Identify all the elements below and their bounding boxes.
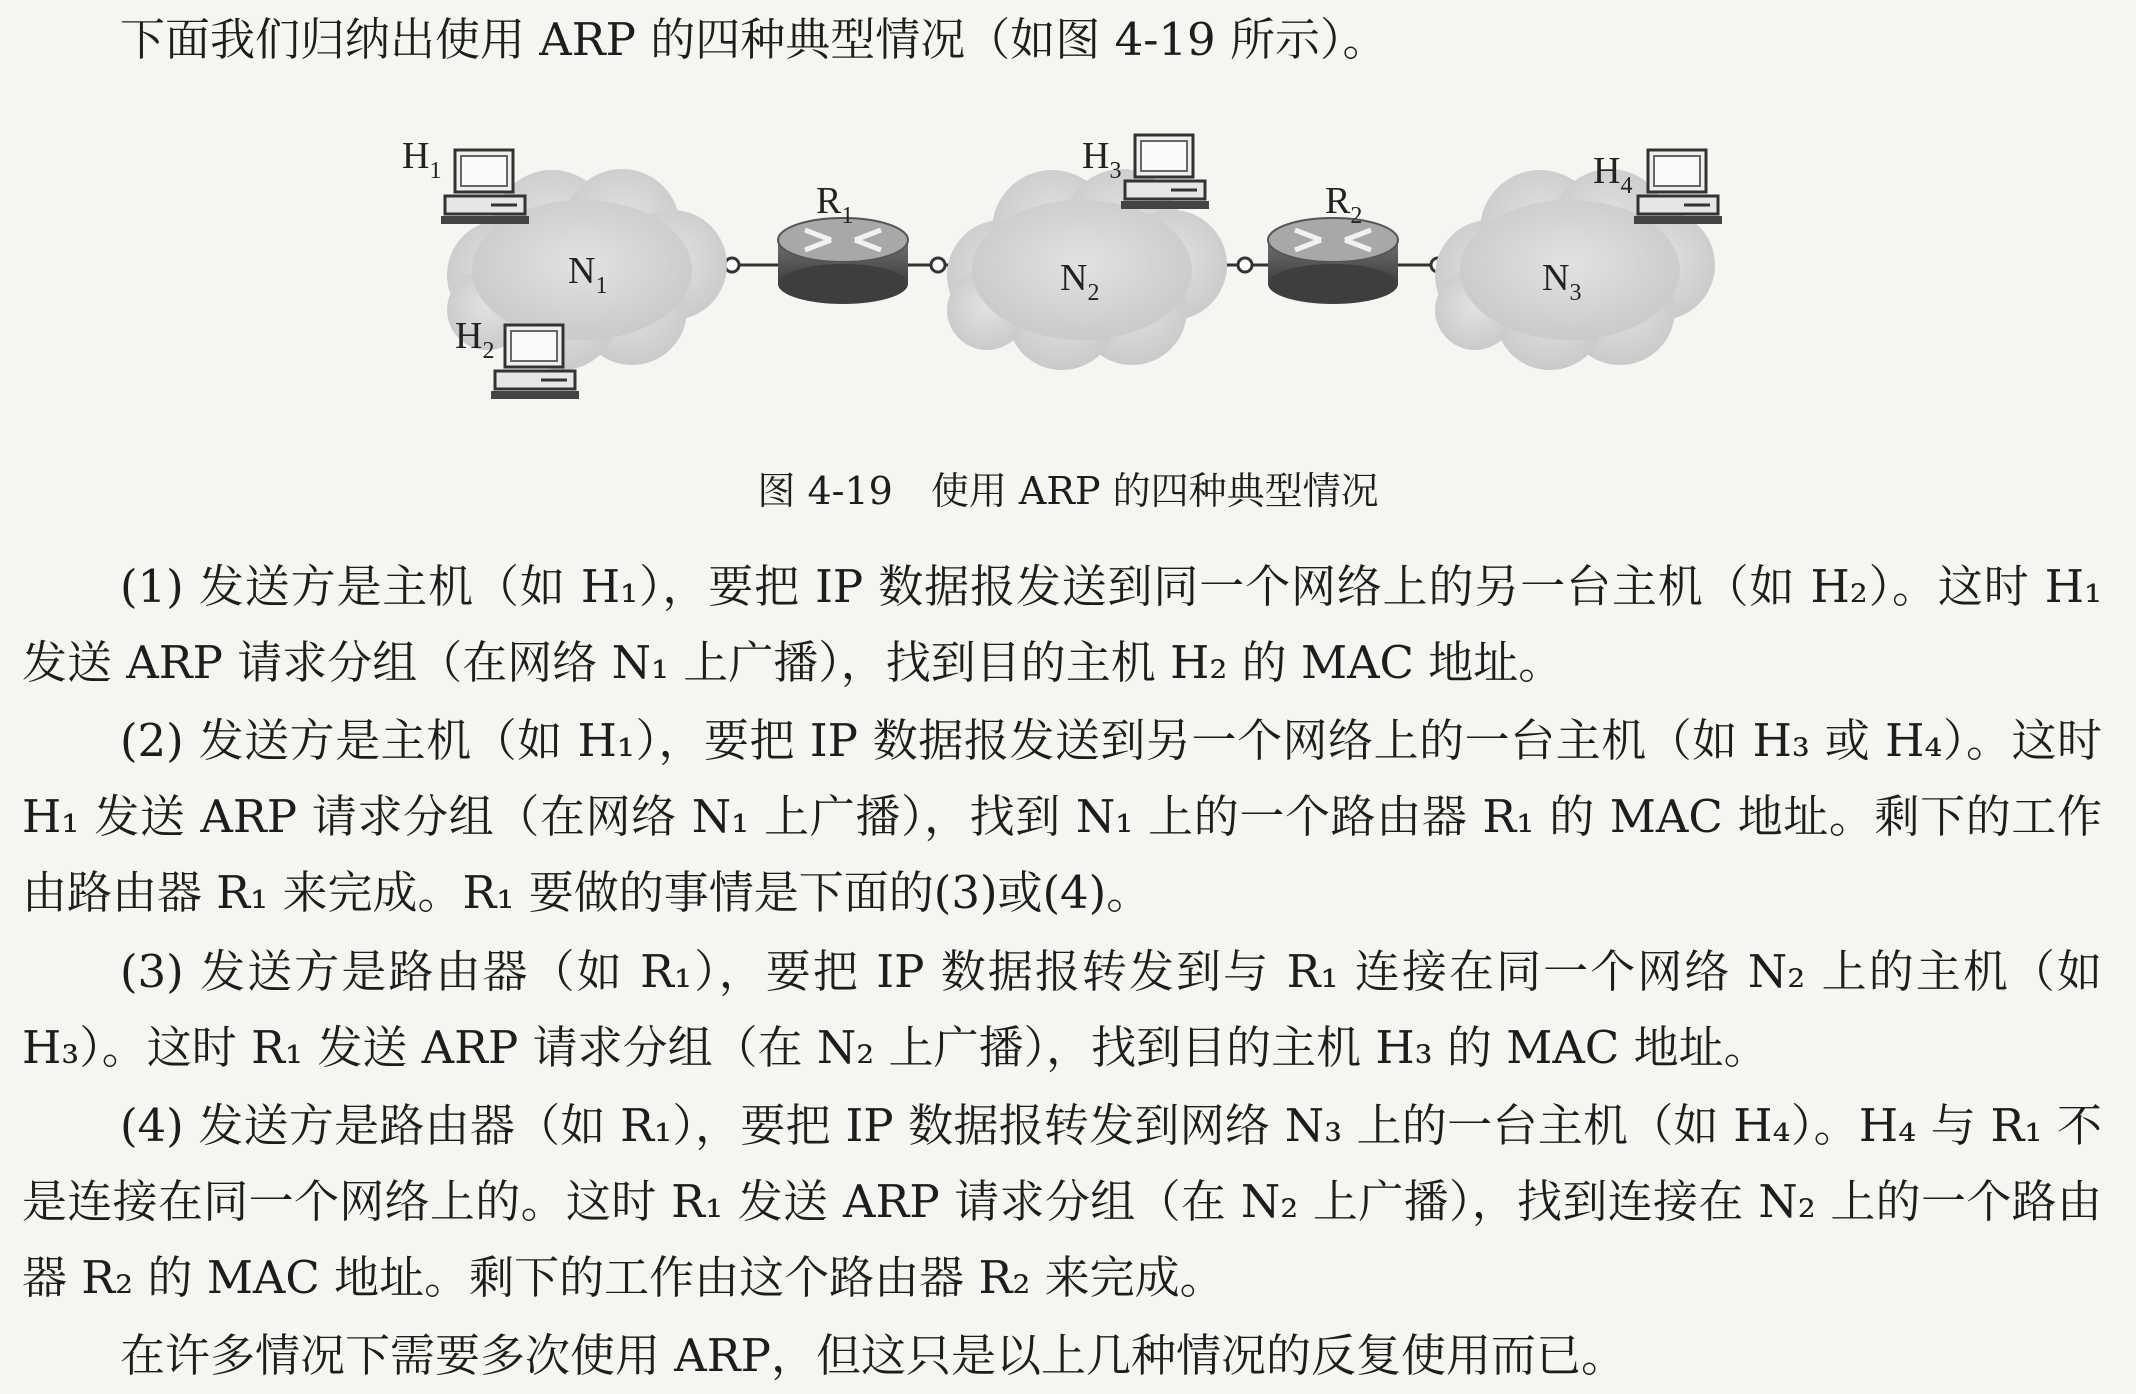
label-n2: $N_2$ <box>1060 257 1100 306</box>
label-n1: $N_1$ <box>568 250 608 299</box>
label-n3: $N_3$ <box>1542 257 1582 306</box>
label-h4: $H_4$ <box>1593 150 1633 199</box>
intro-paragraph: 下面我们归纳出使用 ARP 的四种典型情况（如图 4-19 所示）。 <box>120 13 1388 66</box>
case-4-paragraph: (4) 发送方是路由器（如 R₁），要把 IP 数据报转发到网络 N₃ 上的一台主机（如 H₄）。H₄ 与 R₁ 不是连接在同一个网络上的。这时 R₁ 发送 ARP 请求分组（在 N₂ 上广播），找到连接在 N₂ 上的一个路由器 R₂ 的 MAC 地址。剩下的工作由这个路由器 R₂ 来完成。 <box>22 1099 2102 1304</box>
router-r2-icon <box>1268 218 1398 304</box>
case-1-paragraph: (1) 发送方是主机（如 H₁），要把 IP 数据报发送到同一个网络上的另一台主机（如 H₂）。这时 H₁ 发送 ARP 请求分组（在网络 N₁ 上广播），找到目的主机 H₂ 的 MAC 地址。 <box>22 560 2102 689</box>
label-h1: $H_1$ <box>402 135 442 184</box>
figure-caption: 图 4-19 使用 ARP 的四种典型情况 <box>757 469 1379 513</box>
case-3-paragraph: (3) 发送方是路由器（如 R₁），要把 IP 数据报转发到与 R₁ 连接在同一个网络 N₂ 上的主机（如 H₃）。这时 R₁ 发送 ARP 请求分组（在 N₂ 上广播），找到目的主机 H₃ 的 MAC 地址。 <box>22 945 2102 1074</box>
figure-4-19 <box>0 0 2136 540</box>
host-h4-icon <box>1634 150 1722 224</box>
label-r2: $R_2$ <box>1325 180 1363 229</box>
label-h3: $H_3$ <box>1082 135 1122 184</box>
case-2-paragraph: (2) 发送方是主机（如 H₁），要把 IP 数据报发送到另一个网络上的一台主机（如 H₃ 或 H₄）。这时 H₁ 发送 ARP 请求分组（在网络 N₁ 上广播），找到 N₁ 上的一个路由器 R₁ 的 MAC 地址。剩下的工作由路由器 R₁ 来完成。R₁ 要做的事情是下面的(3)或(4)。 <box>22 714 2102 919</box>
router-r1-icon <box>778 218 908 304</box>
label-h2: $H_2$ <box>455 315 495 364</box>
host-h3-icon <box>1121 135 1209 209</box>
label-r1: $R_1$ <box>816 180 854 229</box>
closing-paragraph: 在许多情况下需要多次使用 ARP，但这只是以上几种情况的反复使用而已。 <box>120 1329 1626 1382</box>
